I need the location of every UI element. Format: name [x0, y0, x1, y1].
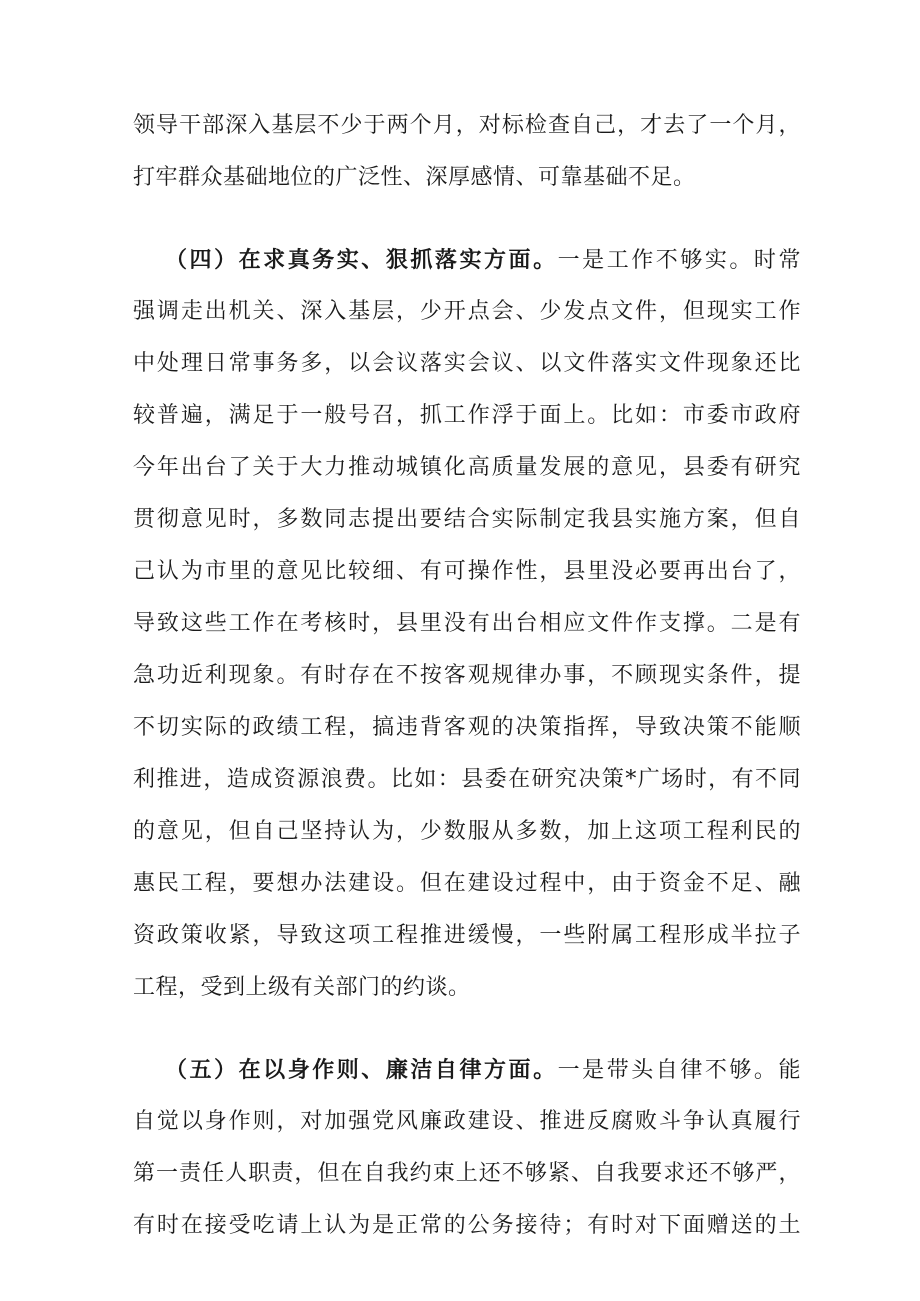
text-line: 今年出台了关于大力推动城镇化高质量发展的意见，县委有研究: [133, 455, 801, 480]
text-line: 第一责任人职责，但在自我约束上还不够紧、自我要求还不够严，: [133, 1161, 801, 1186]
text-line: 中处理日常事务多，以会议落实会议、以文件落实文件现象还比: [133, 351, 801, 376]
text-line: 惠民工程，要想办法建设。但在建设过程中，由于资金不足、融: [133, 871, 801, 896]
text-line: 导致这些工作在考核时，县里没有出台相应文件作支撑。二是有: [133, 611, 801, 636]
paragraph-four: [133, 234, 801, 1014]
text-run: 一是带头自律不够。能: [557, 1058, 801, 1083]
paragraph-gap: [133, 1014, 801, 1044]
text-line: 己认为市里的意见比较细、有可操作性，县里没必要再出台了，: [133, 559, 801, 584]
text-line: 急功近利现象。有时存在不按客观规律办事，不顾现实条件，提: [133, 663, 801, 688]
text-line: 有时在接受吃请上认为是正常的公务接待；有时对下面赠送的土: [133, 1213, 801, 1238]
section-heading-five: （五）在以身作则、廉洁自律方面。: [165, 1057, 558, 1083]
paragraph-intro: [133, 100, 801, 204]
paragraph-five: [133, 1044, 801, 1252]
text-run: 一是工作不够实。时常: [557, 248, 801, 273]
paragraph-gap: [133, 204, 801, 234]
text-line: 强调走出机关、深入基层，少开点会、少发点文件，但现实工作: [133, 299, 801, 324]
text-line: 领导干部深入基层不少于两个月，对标检查自己，才去了一个月，: [133, 113, 801, 138]
document-page: [133, 100, 801, 1252]
text-line: 利推进，造成资源浪费。比如：县委在研究决策*广场时，有不同: [133, 767, 801, 792]
section-heading-four: （四）在求真务实、狠抓落实方面。: [165, 247, 558, 273]
text-line: 工程，受到上级有关部门的约谈。: [133, 975, 471, 1000]
text-line: 资政策收紧，导致这项工程推进缓慢，一些附属工程形成半拉子: [133, 923, 801, 948]
paragraph-first-line: [133, 234, 801, 286]
text-line: 的意见，但自己坚持认为，少数服从多数，加上这项工程利民的: [133, 819, 801, 844]
text-line: 较普遍，满足于一般号召，抓工作浮于面上。比如：市委市政府: [133, 403, 801, 428]
text-line: 打牢群众基础地位的广泛性、深厚感情、可靠基础不足。: [133, 165, 696, 190]
text-line: 贯彻意见时，多数同志提出要结合实际制定我县实施方案，但自: [133, 507, 801, 532]
text-line: 自觉以身作则，对加强党风廉政建设、推进反腐败斗争认真履行: [133, 1109, 801, 1134]
paragraph-first-line: [133, 1044, 801, 1096]
text-line: 不切实际的政绩工程，搞违背客观的决策指挥，导致决策不能顺: [133, 715, 801, 740]
